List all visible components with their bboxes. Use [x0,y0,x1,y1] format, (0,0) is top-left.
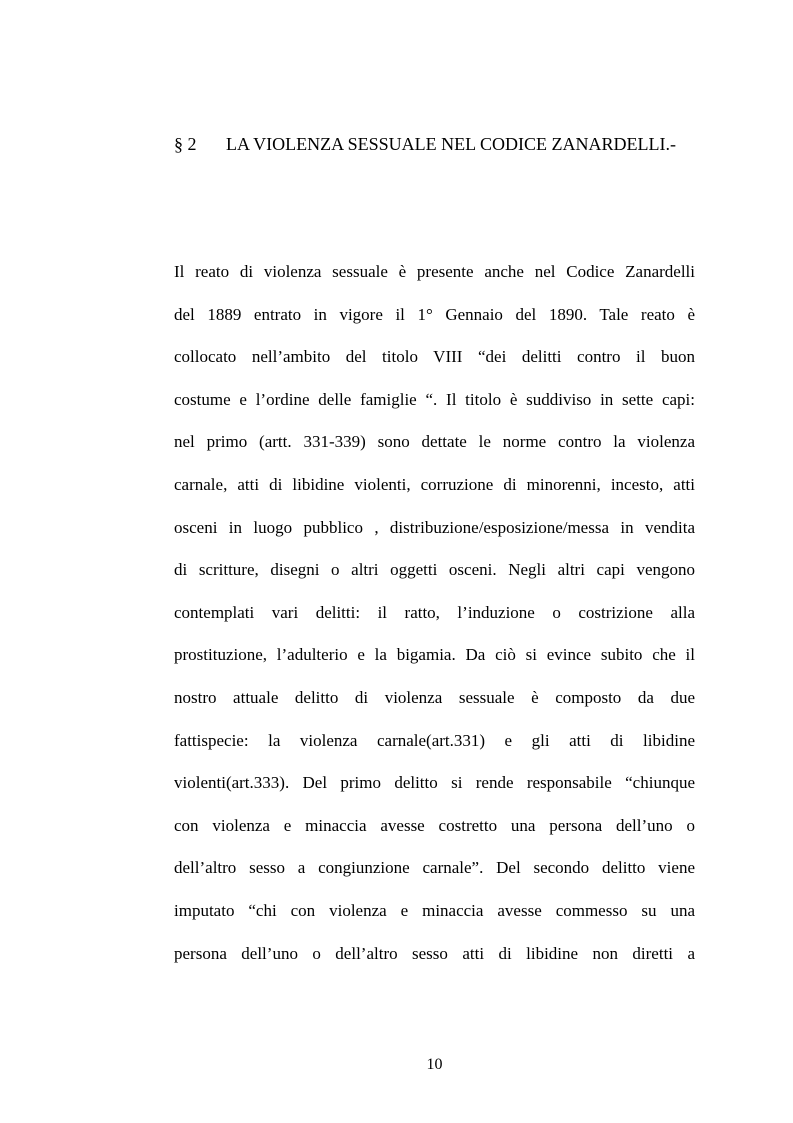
paragraph-line: nel primo (artt. 331-339) sono dettate le norme contro la violenza [174,432,695,452]
paragraph-line: con violenza e minaccia avesse costretto una persona dell’uno o [174,815,695,835]
section-number: § 2 [174,134,197,154]
page-number: 10 [426,1056,443,1073]
paragraph-line: prostituzione, l’adulterio e la bigamia. Da ciò si evince subito che il [174,645,695,665]
body-paragraph [174,256,695,980]
paragraph-line: violenti(art.333). Del primo delitto si rende responsabile “chiunque [174,773,695,793]
paragraph-line: del 1889 entrato in vigore il 1° Gennaio del 1890. Tale reato è [174,304,695,324]
paragraph-line: fattispecie: la violenza carnale(art.331) e gli atti di libidine [174,730,695,750]
paragraph-line: dell’altro sesso a congiunzione carnale”. Del secondo delitto viene [174,858,695,878]
paragraph-line: contemplati vari delitti: il ratto, l’induzione o costrizione alla [174,602,695,622]
section-heading [174,131,676,157]
paragraph-line: di scritture, disegni o altri oggetti osceni. Negli altri capi vengono [174,560,695,580]
section-title: LA VIOLENZA SESSUALE NEL CODICE ZANARDELLI.- [226,134,676,154]
paragraph-line: imputato “chi con violenza e minaccia avesse commesso su una [174,900,695,920]
paragraph-line: persona dell’uno o dell’altro sesso atti di libidine non diretti a [174,943,695,963]
paragraph-line: costume e l’ordine delle famiglie “. Il titolo è suddiviso in sette capi: [174,389,695,409]
paragraph-line: carnale, atti di libidine violenti, corruzione di minorenni, incesto, atti [174,474,695,494]
paragraph-line: nostro attuale delitto di violenza sessuale è composto da due [174,687,695,707]
paragraph-line: Il reato di violenza sessuale è presente anche nel Codice Zanardelli [174,262,695,281]
paragraph-line: collocato nell’ambito del titolo VIII “dei delitti contro il buon [174,347,695,367]
paragraph-line: osceni in luogo pubblico , distribuzione/esposizione/messa in vendita [174,517,695,537]
